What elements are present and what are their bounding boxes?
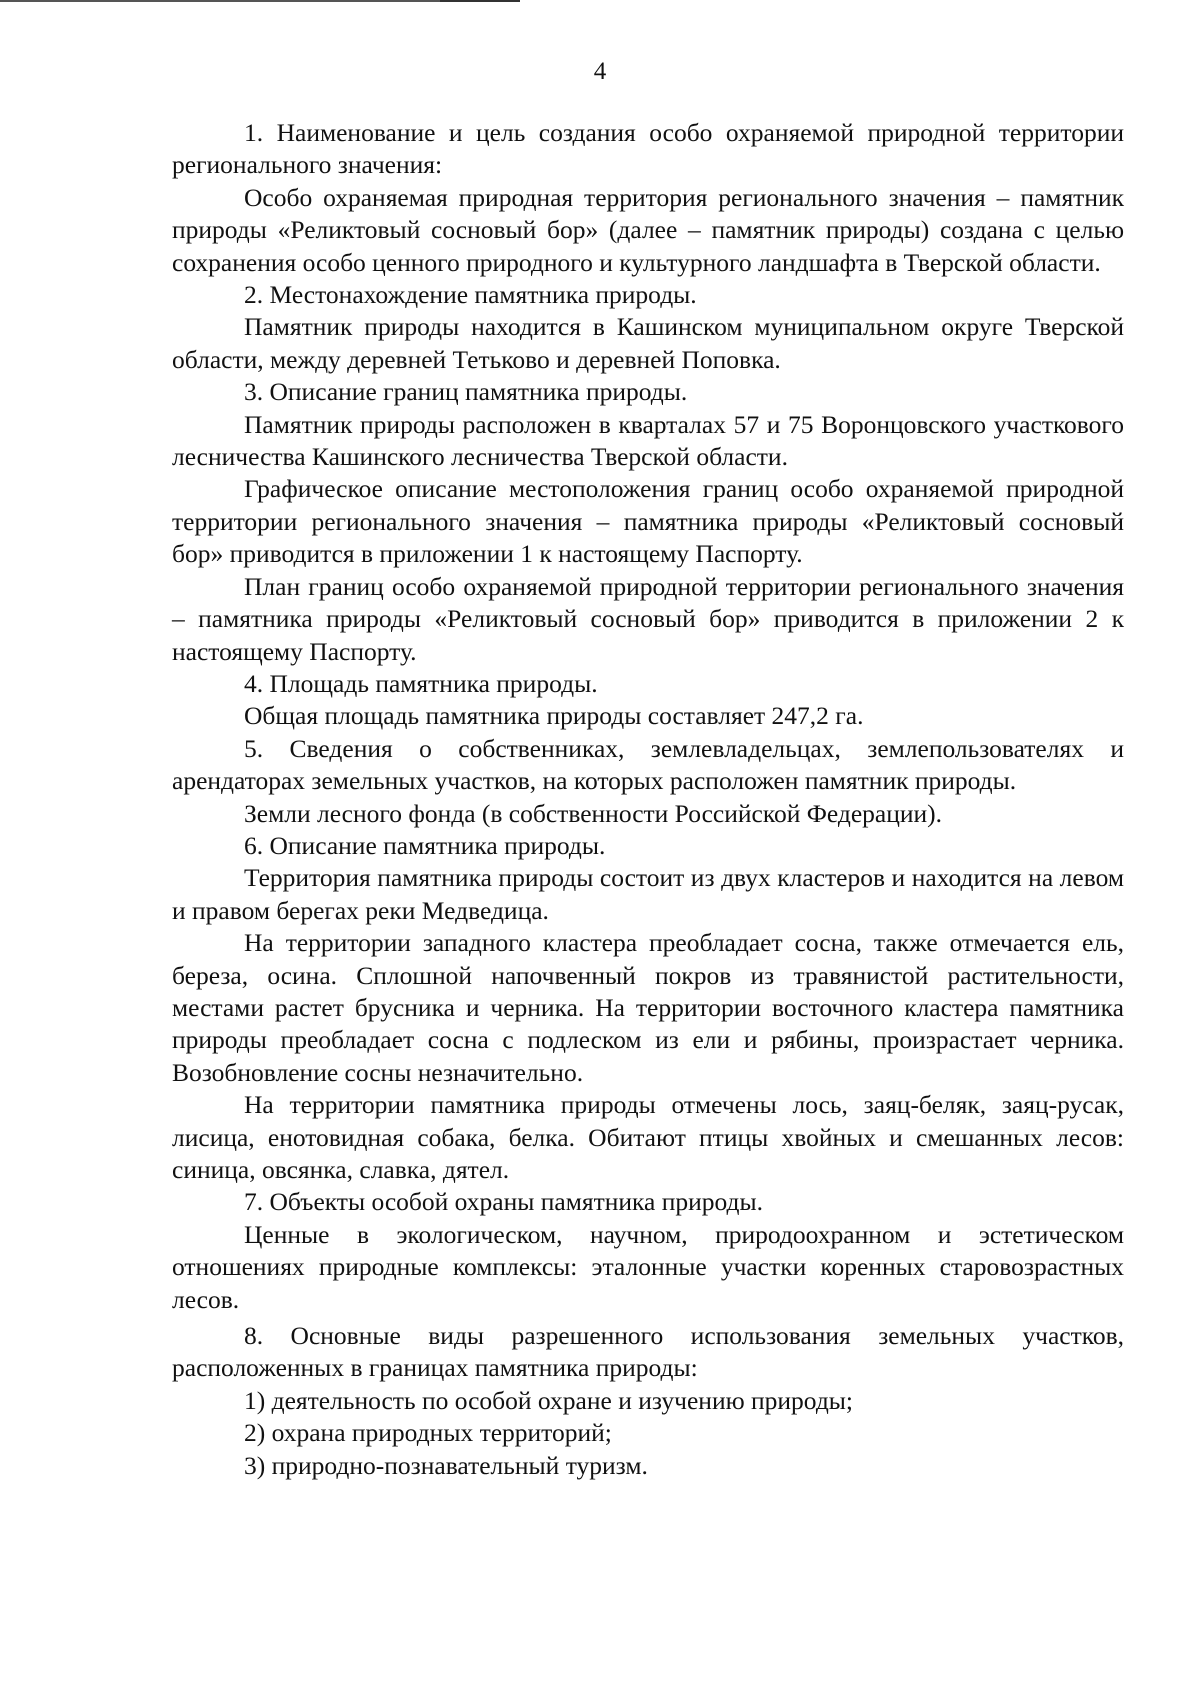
- section-heading-4: 4. Площадь памятника природы.: [244, 668, 598, 698]
- paragraph: Общая площадь памятника природы составляет 247,2 га.: [244, 701, 864, 731]
- scan-edge-line: [440, 0, 520, 2]
- paragraph: Памятник природы расположен в кварталах 57 и 75 Воронцовского участкового лесничества Кашинского лесничества Тверской области.: [172, 409, 1124, 472]
- section-heading-5: 5. Сведения о собственниках, землевладельцах, землепользователях и арендаторах земельных участков, на которых расположен памятник природы.: [172, 733, 1124, 796]
- paragraph: На территории западного кластера преобладает сосна, также отмечается ель, береза, осина. Сплошной напочвенный покров из травянистой растительности, местами растет брусника и черника. На территории восточного кластера памятника природы преобладает сосна с подлеском из ели и рябины, произрастает черника. Возобновление сосны незначительно.: [172, 928, 1124, 1087]
- section-heading-2: 2. Местонахождение памятника природы.: [244, 280, 697, 310]
- section-heading-1: 1. Наименование и цель создания особо охраняемой природной территории регионального значения:: [172, 118, 1124, 180]
- paragraph: Земли лесного фонда (в собственности Российской Федерации).: [244, 798, 943, 828]
- paragraph: На территории памятника природы отмечены лось, заяц-беляк, заяц-русак, лисица, енотовидная собака, белка. Обитают птицы хвойных и смешанных лесов: синица, овсянка, славка, дятел.: [172, 1090, 1124, 1184]
- paragraph: Памятник природы находится в Кашинском муниципальном округе Тверской области, между деревней Тетьково и деревней Поповка.: [172, 312, 1124, 374]
- page-number: 4: [593, 58, 607, 85]
- section-heading-6: 6. Описание памятника природы.: [244, 830, 606, 860]
- section-heading-8: 8. Основные виды разрешенного использования земельных участков, расположенных в границах памятника природы:: [172, 1321, 1124, 1383]
- paragraph: Графическое описание местоположения границ особо охраняемой природной территории регионального значения – памятника природы «Реликтовый сосновый бор» приводится в приложении 1 к настоящему Паспорту.: [172, 474, 1124, 569]
- list-item: 1) деятельность по особой охране и изучению природы;: [244, 1385, 854, 1415]
- list-item: 2) охрана природных территорий;: [244, 1418, 612, 1448]
- paragraph: План границ особо охраняемой природной территории регионального значения – памятника природы «Реликтовый сосновый бор» приводится в приложении 2 к настоящему Паспорту.: [172, 571, 1124, 666]
- paragraph: Территория памятника природы состоит из двух кластеров и находится на левом и правом берегах реки Медведица.: [172, 863, 1124, 925]
- paragraph: Особо охраняемая природная территория регионального значения – памятник природы «Реликтовый сосновый бор» (далее – памятник природы) создана с целью сохранения особо ценного природного и культурного ландшафта в Тверской области.: [172, 182, 1124, 277]
- section-heading-7: 7. Объекты особой охраны памятника природы.: [244, 1187, 764, 1217]
- document-body: [172, 117, 1124, 1482]
- list-item: 3) природно-познавательный туризм.: [244, 1450, 648, 1480]
- paragraph: Ценные в экологическом, научном, природоохранном и эстетическом отношениях природные комплексы: эталонные участки коренных старовозрастных лесов.: [172, 1219, 1124, 1314]
- section-heading-3: 3. Описание границ памятника природы.: [244, 377, 688, 407]
